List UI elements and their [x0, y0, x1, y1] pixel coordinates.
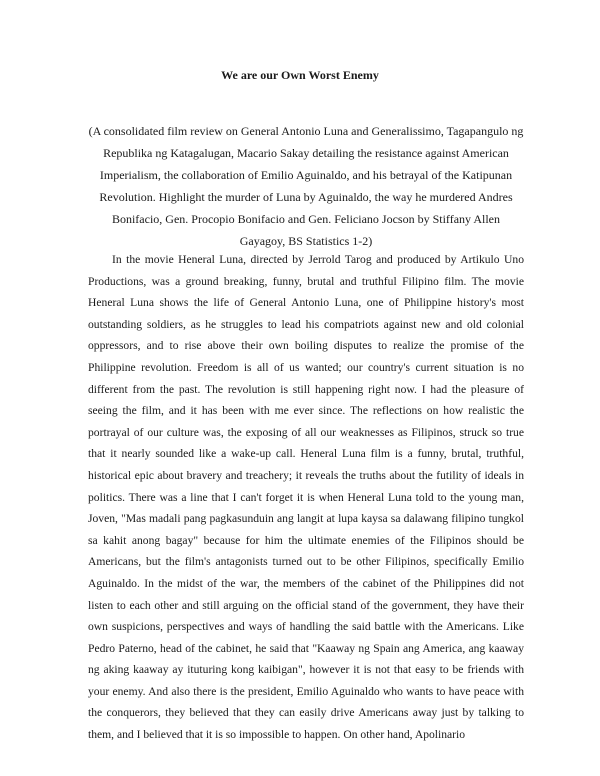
document-subtitle: (A consolidated film review on General Antonio Luna and Generalissimo, Tagapangulo ng Republika ng Katagalugan, Macario Sakay detailing the resistance against American Imperialism, the collaboration of Emilio Aguinaldo, and his betrayal of the Katipunan Revolution. Highlight the murder of Luna by Aguinaldo, the way he murdered Andres Bonifacio, Gen. Procopio Bonifacio and Gen. Feliciano Jocson by Stiffany Allen Gayagoy, BS Statistics 1-2)	[88, 124, 524, 248]
body-paragraph: In the movie Heneral Luna, directed by Jerrold Tarog and produced by Artikulo Uno Productions, was a ground breaking, funny, brutal and truthful Filipino film. The movie Heneral Luna shows the life of General Antonio Luna, one of Philippine history's most outstanding soldiers, as he struggles to lead his compatriots against new and old colonial oppressors, and to rise above their own boiling disputes to realize the promise of the Philippine revolution. Freedom is all of us wanted; our country's current situation is no different from the past. The revolution is still happening right now. I had the pleasure of seeing the film, and it has been with me ever since. The reflections on how realistic the portrayal of our culture was, the exposing of all our weaknesses as Filipinos, struck so true that it nearly sounded like a wake-up call. Heneral Luna film is a funny, brutal, truthful, historical epic about bravery and treachery; it reveals the truths about the futility of ideals in politics. There was a line that I can't forget it is when Heneral Luna told to the young man, Joven, "Mas madali pang pagkasunduin ang langit at lupa kaysa sa dalawang filipino tungkol sa kahit anong bagay" because for him the ultimate enemies of the Filipinos should be Americans, but the film's antagonists turned out to be other Filipinos, specifically Emilio Aguinaldo. In the midst of the war, the members of the cabinet of the Philippines did not listen to each other and still arguing on the official stand of the government, they have their own suspicions, perspectives and ways of handling the said battle with the Americans. Like Pedro Paterno, head of the cabinet, he said that "Kaaway ng Spain ang America, ang kaaway ng aking kaaway ay ituturing kong kaibigan", however it is not that easy to be friends with your enemy. And also there is the president, Emilio Aguinaldo who wants to have peace with the conquerors, they believed that they can easily drive Americans away just by talking to them, and I believed that it is so impossible to happen. On other hand, Apolinario	[88, 253, 524, 742]
document-title: We are our Own Worst Enemy	[221, 68, 379, 82]
